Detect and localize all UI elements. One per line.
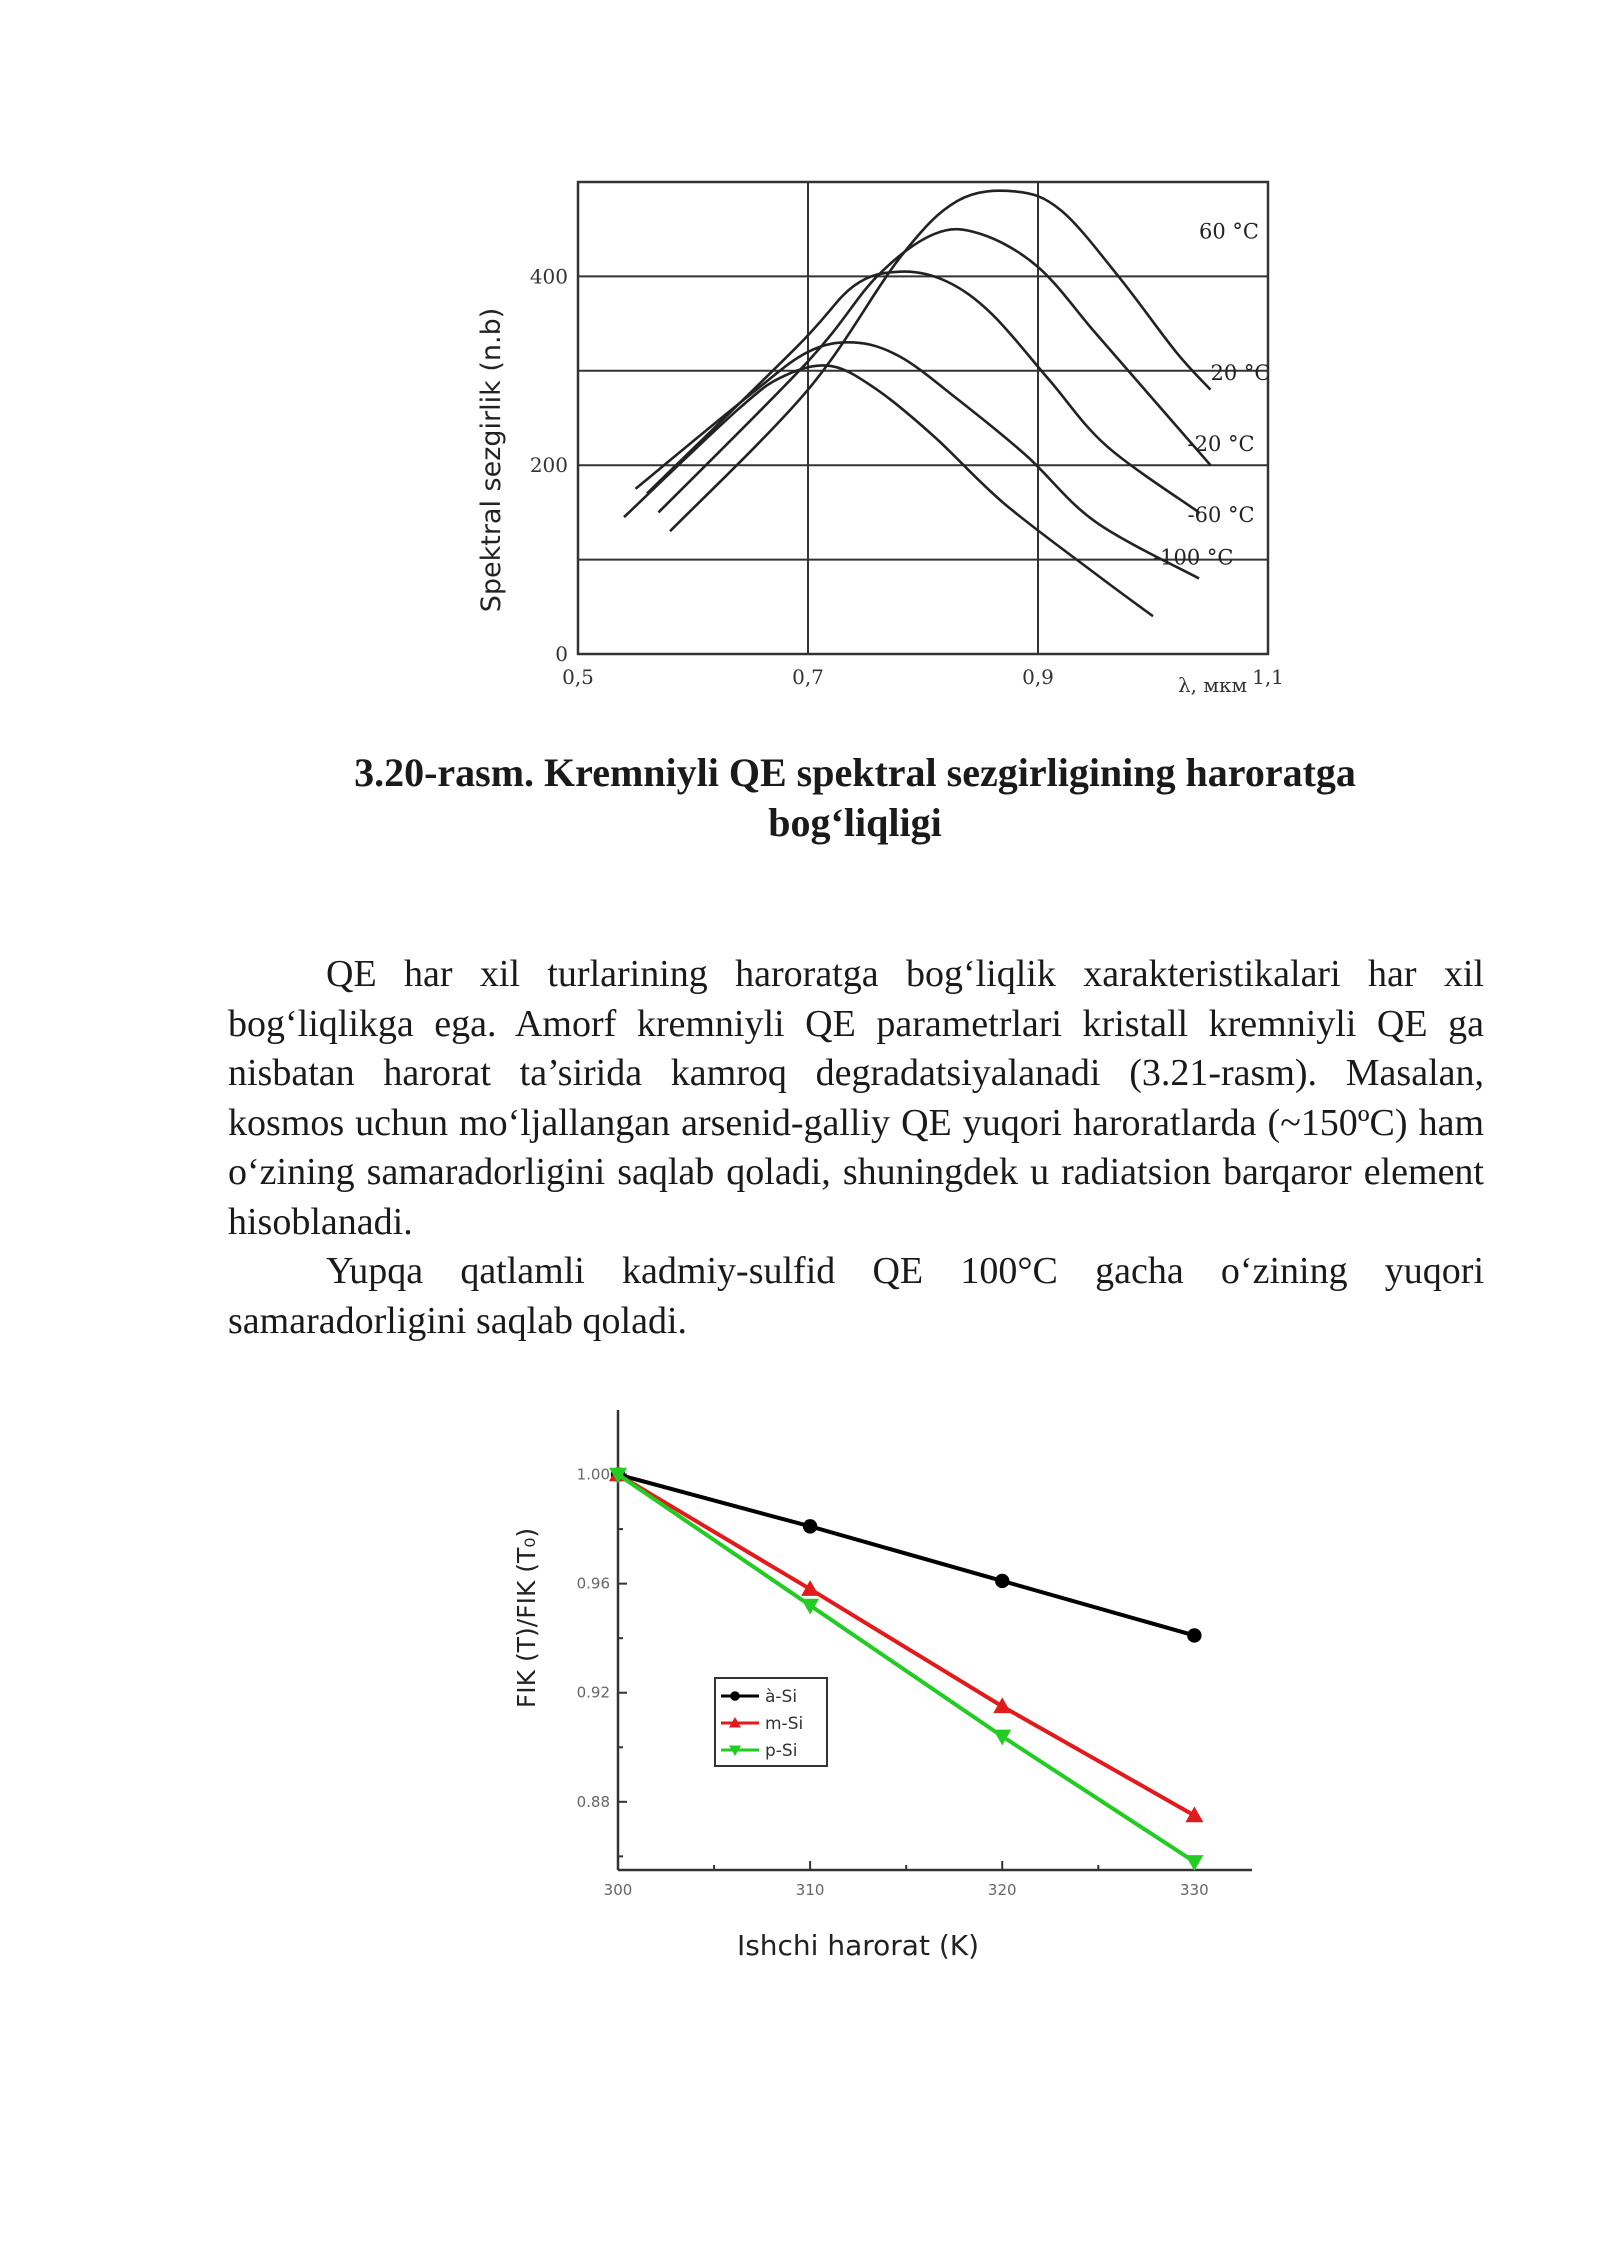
- chart2-y-tick-label: 0.92: [576, 1683, 610, 1702]
- chart1-y-tick-label: 0: [555, 642, 568, 666]
- chart1-series: [624, 191, 1211, 617]
- chart1-series-label: -20 °C: [1187, 432, 1255, 457]
- chart2-data-point: [1185, 1806, 1203, 1822]
- chart2-y-tick-label: 0.88: [576, 1792, 610, 1811]
- chart1-series-line: [636, 342, 1200, 578]
- chart2-axes: [618, 1410, 1252, 1870]
- figure-caption: [230, 748, 1480, 848]
- chart2-x-tick-label: 300: [603, 1881, 633, 1899]
- chart1-series-line: [624, 365, 1153, 616]
- paragraph-1: QE har xil turlarining haroratga bog‘liqlik xarakteristikalari har xil bog‘liqlikga ega. Amorf kremniyli QE parametrlari kristall kremniyli QE ga nisbatan harorat ta’sirida kamroq degradatsiyalanadi (3.21-rasm). Masalan, kosmos uchun mo‘ljallangan arsenid-galliy QE yuqori haroratlarda (~150ºC) ham o‘zining samaradorligini saqlab qoladi, shuningdek u radiatsion barqaror element hisoblanadi.: [228, 953, 1484, 1243]
- chart2-x-axis-label: Ishchi harorat (K): [736, 1929, 980, 1962]
- chart2-series: [609, 1466, 1203, 1871]
- chart1-x-tick-label: 0,7: [792, 665, 824, 689]
- chart1-series-label: 60 °C: [1199, 219, 1259, 244]
- caption-line-1: 3.20-rasm. Kremniyli QE spektral sezgirligining haroratga: [354, 750, 1356, 795]
- chart2-legend-label: à-Si: [765, 1687, 798, 1707]
- chart2-legend: [715, 1678, 827, 1766]
- chart1-x-tick-label: 0,5: [562, 665, 594, 689]
- chart2-legend-label: p-Si: [765, 1741, 798, 1761]
- body-text: [228, 950, 1484, 1346]
- chart1-plot-frame: [578, 182, 1268, 654]
- chart2-data-point: [1185, 1855, 1203, 1871]
- chart2-x-tick-label: 330: [1180, 1881, 1209, 1899]
- chart2-data-point: [1187, 1628, 1201, 1642]
- chart2-y-tick-label: 1.00: [576, 1465, 610, 1484]
- chart2-data-point: [995, 1574, 1009, 1588]
- chart2-data-point: [801, 1580, 819, 1596]
- chart2-series-line: [618, 1475, 1194, 1862]
- chart2-x-tick-label: 320: [987, 1881, 1017, 1899]
- chart2-tick-labels: [577, 1466, 1209, 1899]
- chart1-x-axis-label: λ, мкм: [1178, 673, 1248, 697]
- efficiency-temperature-chart: [500, 1400, 1300, 1990]
- chart2-y-tick-label: 0.96: [576, 1574, 610, 1593]
- chart2-series-line: [618, 1475, 1194, 1636]
- chart1-series-label: -60 °C: [1187, 502, 1255, 527]
- chart2-data-point: [993, 1730, 1011, 1746]
- chart2-x-tick-label: 310: [795, 1881, 825, 1899]
- chart1-y-axis-label: Spektral sezgirlik (n.b): [476, 307, 507, 613]
- chart2-data-point: [803, 1519, 817, 1533]
- chart1-x-tick-label: 1,1: [1252, 665, 1284, 689]
- spectral-sensitivity-chart: [460, 160, 1320, 720]
- chart1-tick-labels: [530, 264, 1284, 689]
- chart1-series-line: [647, 272, 1199, 513]
- chart2-data-point: [993, 1697, 1011, 1713]
- chart2-legend-label: m-Si: [765, 1714, 804, 1734]
- chart1-series-label: -100 °C: [1153, 545, 1234, 570]
- chart1-y-tick-label: 400: [529, 264, 568, 289]
- caption-line-2: bog‘liqligi: [768, 800, 942, 845]
- chart1-y-tick-label: 200: [529, 453, 568, 478]
- chart1-series-label: 20 °C: [1210, 361, 1271, 386]
- chart1-series-labels: [1153, 220, 1270, 570]
- chart2-y-axis-label: FIK (T)/FIK (T₀): [512, 1527, 541, 1709]
- chart1-grid: [578, 182, 1268, 654]
- chart2-data-point: [730, 1691, 740, 1701]
- chart1-x-tick-label: 0,9: [1022, 665, 1054, 689]
- chart1-series-line: [670, 191, 1211, 532]
- chart2-series-line: [618, 1475, 1194, 1816]
- paragraph-2: Yupqa qatlamli kadmiy-sulfid QE 100°C gacha o‘zining yuqori samaradorligini saqlab qoladi.: [228, 1250, 1484, 1342]
